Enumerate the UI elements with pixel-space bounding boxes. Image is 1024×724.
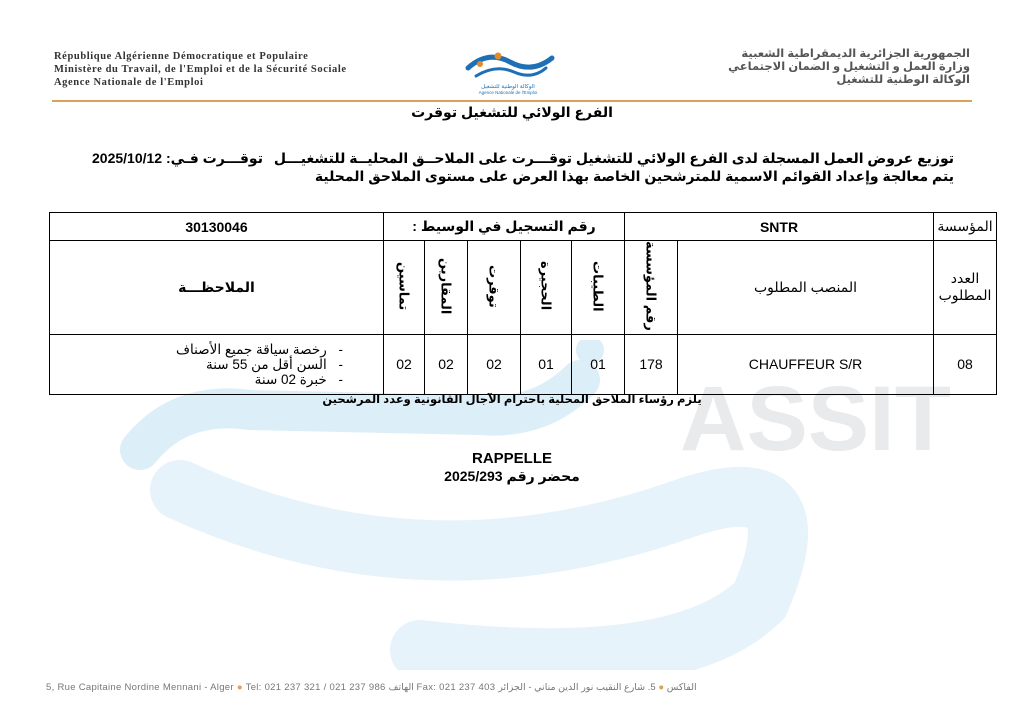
- org-label: المؤسسة: [937, 218, 993, 234]
- ar-line-republic: الجمهورية الجزائرية الديمقراطية الشعبية: [741, 48, 970, 60]
- header-hjira-label: الحجيرة: [538, 261, 554, 311]
- fr-line-republic: République Algérienne Démocratique et Populaire: [54, 51, 309, 62]
- header-arabic: [598, 48, 970, 87]
- fr-line-ministry: Ministère du Travail, de l'Emploi et de la Sécurité Sociale: [54, 64, 347, 75]
- taibat-value: 01: [590, 356, 606, 373]
- address-ar: 5. شارع النقيب نور الدين مناني - الجزائر: [498, 682, 656, 693]
- dot-separator-icon: ●: [658, 682, 665, 693]
- header-count-label: العدد المطلوب: [938, 270, 992, 304]
- job-offer-table: [49, 212, 997, 395]
- intro-line-2: يتم معالجة وإعداد القوائم الاسمية للمترشحين الخاصة بهذا العرض على مستوى الملاحق المحلية: [314, 168, 954, 184]
- cell-temacine: [384, 334, 425, 394]
- org-number-value: 178: [639, 356, 663, 373]
- header-notes: [50, 241, 384, 335]
- header-taibat: [572, 241, 625, 335]
- address-ar-tel: الهاتف: [388, 682, 414, 693]
- header-touggourt-label: توقرت: [486, 264, 502, 308]
- reg-value-cell: [50, 213, 384, 241]
- watermark-text: ASSIT: [680, 368, 951, 470]
- fr-line-agency: Agence Nationale de l'Emploi: [54, 77, 204, 88]
- header-org-number-label: رقم المؤسسة: [643, 241, 659, 331]
- reg-value: 30130046: [185, 218, 248, 235]
- note-item: - رخصة سياقة جميع الأصناف: [56, 342, 343, 357]
- date-label: توقـــرت فـي:: [165, 150, 263, 166]
- header-divider: [52, 100, 972, 102]
- cell-megarine: [425, 334, 468, 394]
- count-value: 08: [957, 356, 973, 373]
- header-temacine: [384, 241, 425, 335]
- intro-line-1: توزيع عروض العمل المسجلة لدى الفرع الولائي للتشغيل توقـــرت على الملاحــق المحليــة للتشغيـــل: [273, 150, 954, 166]
- reg-label: رقم التسجيل في الوسيط :: [412, 218, 596, 234]
- ar-line-agency: الوكالة الوطنية للتشغيل: [836, 74, 970, 86]
- header-position-label: المنصب المطلوب: [753, 278, 858, 295]
- cell-touggourt: [468, 334, 521, 394]
- header-taibat-label: الطيبات: [590, 260, 606, 312]
- cell-position: [678, 334, 934, 394]
- ar-line-ministry: وزارة العمل و التشغيل و الضمان الاجتماعي: [728, 61, 970, 73]
- pv-number: 2025/293: [444, 468, 503, 484]
- header-french: [54, 50, 424, 89]
- header-count: [934, 241, 997, 335]
- cell-taibat: [572, 334, 625, 394]
- address-ar-fax: الفاكس: [666, 682, 697, 693]
- address-tel: Tel: 021 237 321 / 021 237 986: [245, 682, 386, 693]
- temacine-value: 02: [396, 356, 412, 373]
- touggourt-value: 02: [486, 356, 502, 373]
- header-temacine-label: تماسين: [396, 261, 412, 311]
- date-line: [92, 150, 263, 167]
- cell-org-number: [625, 334, 678, 394]
- org-value-cell: [625, 213, 934, 241]
- hjira-value: 01: [538, 356, 554, 373]
- header-hjira: [521, 241, 572, 335]
- cell-hjira: [521, 334, 572, 394]
- pv-number-line: [0, 468, 1024, 485]
- anem-logo: [448, 46, 568, 96]
- org-value: SNTR: [759, 218, 799, 235]
- logo-caption: الوكالة الوطنية للتشغيل: [481, 84, 535, 90]
- notes-list: [50, 340, 383, 389]
- header-megarine: [425, 241, 468, 335]
- dot-separator-icon: ●: [236, 682, 243, 693]
- megarine-value: 02: [438, 356, 454, 373]
- header-org-number: [625, 241, 678, 335]
- header-position: [678, 241, 934, 335]
- address-fr: 5, Rue Capitaine Nordine Mennani - Alger: [46, 682, 234, 693]
- reg-label-cell: [384, 213, 625, 241]
- logo-caption-fr: Agence Nationale de l'Emploi: [478, 90, 538, 95]
- footer-address: [46, 682, 976, 693]
- cell-notes: [50, 334, 384, 394]
- note-item: - خبرة 02 سنة: [56, 372, 343, 387]
- header-notes-label: الملاحظـــة: [178, 278, 255, 295]
- org-label-cell: [934, 213, 997, 241]
- rappelle-heading: RAPPELLE: [471, 450, 552, 467]
- deadline-note: يلزم رؤساء الملاحق المحلية باحترام الآجال القانونية وعدد المرشحين: [322, 394, 702, 406]
- pv-label: محضر رقم: [506, 468, 580, 484]
- cell-count: [934, 334, 997, 394]
- branch-title: الفرع الولائي للتشغيل توقرت: [411, 104, 613, 120]
- header-touggourt: [468, 241, 521, 335]
- note-item: - السن أقل من 55 سنة: [56, 357, 343, 372]
- date-value: 2025/10/12: [92, 150, 163, 166]
- header-megarine-label: المقارين: [438, 257, 454, 315]
- position-value: CHAUFFEUR S/R: [748, 356, 863, 373]
- address-fax: Fax: 021 237 403: [416, 682, 496, 693]
